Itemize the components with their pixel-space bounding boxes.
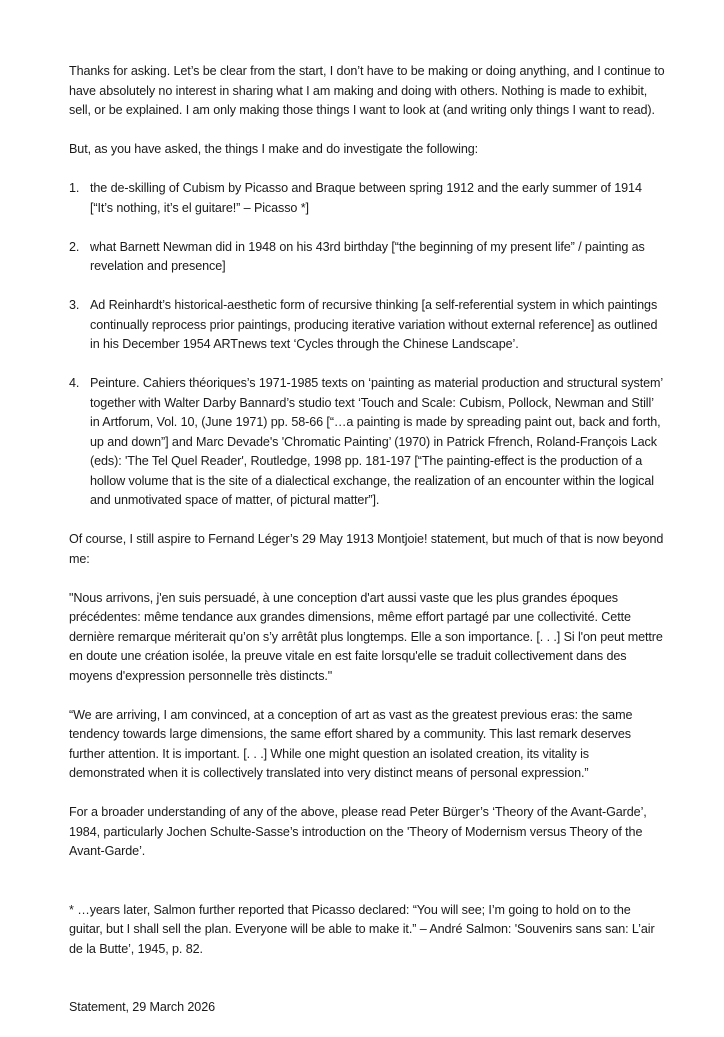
english-quote: “We are arriving, I am convinced, at a conception of art as vast as the greatest previous eras: the same tendency towards large dimensions, the same effort shared by a community. This last remark deserves further attention. It is important. [. . .] While one might question an isolated creation, its vitality is demonstrated when it is collectively translated into very distinct means of personal expression.” [69, 707, 633, 780]
list-item [69, 179, 665, 218]
list-item-number: 3. [69, 298, 80, 312]
list-item-text: Peinture. Cahiers théoriques’s 1971-1985 texts on ‘painting as material production and structural system’ together with Walter Darby Bannard’s studio text ‘Touch and Scale: Cubism, Pollock, Newman and Still’ in Artforum, Vol. 10, (June 1971) pp. 58-66 [“…a painting is made by spreading paint out, back and forth, up and down”] and Marc Devade's 'Chromatic Painting’ (1970) in Patrick Ffrench, Roland-François Lack (eds): 'The Tel Quel Reader', Routledge, 1998 pp. 181-197 [“The painting-effect is the production of a hollow volume that is the site of a dialectical exchange, the realization of an encounter within the logical and unmotivated space of matter, of pictural matter”]. [90, 376, 663, 507]
further-reading-paragraph: For a broader understanding of any of the above, please read Peter Bürger’s ‘Theory of the Avant-Garde’, 1984, particularly Jochen Schulte-Sasse’s introduction on the 'Theory of Modernism versus Theory of the Avant-Garde’. [69, 805, 647, 858]
footnote: * …years later, Salmon further reported that Picasso declared: “You will see; I’m going to hold on to the guitar, but I shall sell the plan. Everyone will be able to make it.” – André Salmon: 'Souvenirs sans san: L’air de la Butte’, 1945, p. 82. [69, 902, 655, 956]
list-item [69, 374, 665, 511]
intro-paragraph: Thanks for asking. Let’s be clear from the start, I don’t have to be making or doing anything, and I continue to have absolutely no interest in sharing what I am making and doing with others. Nothing is made to exhibit, sell, or be explained. I am only making those things I want to look at (and writing only things I want to read). [69, 64, 665, 117]
french-quote: "Nous arrivons, j'en suis persuadé, à une conception d'art aussi vaste que les plus grandes époques précédentes: même tendance aux grandes dimensions, même effort partagé par une collectivité. Cette dernière remarque mériterait qu’on s’y arrêtât plus longtemps. Elle a son importance. [. . .] Si l'on peut mettre en doute une création isolée, la preuve vitale en est faite lorsqu'elle se traduit collectivement dans des moyens d'expression personnelle très distincts." [69, 590, 663, 683]
list-item [69, 238, 665, 277]
document-page [69, 62, 665, 1037]
leger-intro-paragraph: Of course, I still aspire to Fernand Léger’s 29 May 1913 Montjoie! statement, but much of that is now beyond me: [69, 532, 664, 566]
list-item [69, 296, 665, 355]
signature-line: Statement, 29 March 2026 [69, 1000, 216, 1014]
list-item-text: Ad Reinhardt’s historical-aesthetic form of recursive thinking [a self-referential system in which paintings continually reprocess prior paintings, producing iterative variation without external reference] as outlined in his December 1954 ARTnews text ‘Cycles through the Chinese Landscape’. [90, 298, 658, 351]
list-item-text: what Barnett Newman did in 1948 on his 43rd birthday [“the beginning of my present life” / painting as revelation and presence] [90, 239, 645, 273]
investigation-list [69, 179, 665, 511]
list-item-number: 1. [69, 181, 80, 195]
list-item-text: the de-skilling of Cubism by Picasso and Braque between spring 1912 and the early summer of 1914 [“It’s nothing, it’s el guitare!” – Picasso *] [90, 181, 642, 215]
list-item-number: 4. [69, 376, 80, 390]
lead-in-paragraph: But, as you have asked, the things I make and do investigate the following: [69, 142, 479, 156]
list-item-number: 2. [69, 239, 80, 254]
